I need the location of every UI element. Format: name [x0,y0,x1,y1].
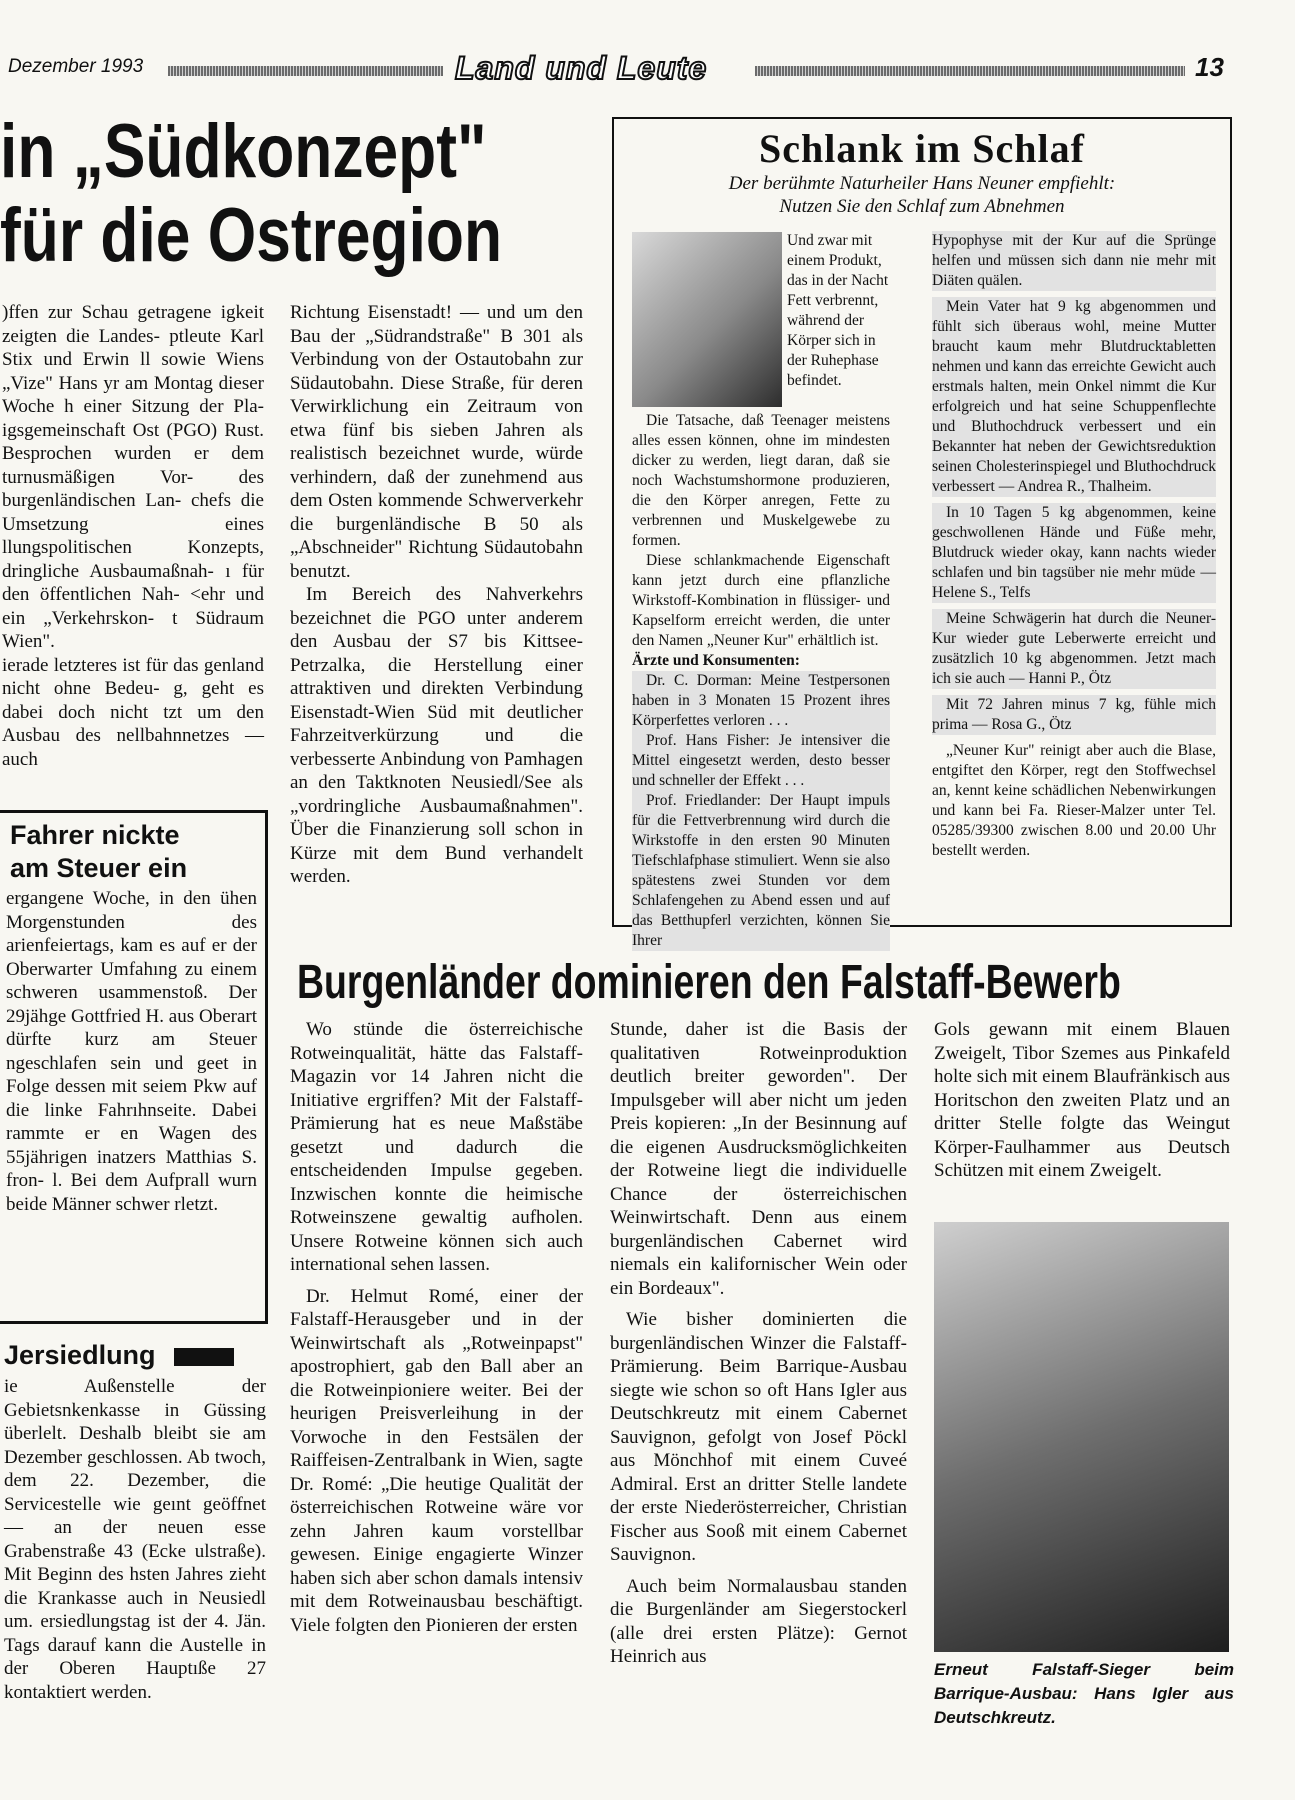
paragraph: Dr. Helmut Romé, einer der Falstaff-Herausgeber und in der Weinwirtschaft als „Rotweinpapst" apostrophiert, gab den Ball aber an die Rotweinpioniere weiter. Bei der heurigen Preisverleihung in der Vorwoche in den Festsälen der Raiffeisen-Zentralbank in Wien, sagte Dr. Romé: „Die heutige Qualität der österreichischen Rotweine wäre vor zehn Jahren kaum vorstellbar gewesen. Einige engagierte Winzer haben sich aber schon damals intensiv mit dem Rotweinausbau beschäftigt. Viele folgten den Pionieren der ersten [290,1285,583,1636]
text-beside-photo: Und zwar mit einem Produkt, das in der Nacht Fett verbrennt, während der Körper sich in der Ruhephase befindet. [787,232,889,389]
masthead-logo: Land und Leute [455,50,708,86]
paragraph: Im Bereich des Nahverkehrs bezeichnet die PGO unter anderem den Ausbau der S7 bis Kittsee-Petrzalka, die Herstellung einer attraktiven und direkten Verbindung Eisenstadt-Wien Süd mit deutlicher Fahrzeitverkürzung und die verbesserte Anbindung von Pamhagen an den Taktknoten Neusiedl/See als „vordringliche Ausbaumaßnahmen". Über die Finanzierung soll schon in Kürze mit dem Bund verhandelt werden. [290,584,583,887]
advert-subtitle [614,172,1230,218]
header-rule-right [755,66,1185,76]
news-box-fahrer [0,810,268,1324]
advert-column-2 [932,231,1216,861]
paragraph: Diese schlankmachende Eigenschaft kann jetzt durch eine pflanzliche Wirkstoff-Kombination in flüssiger- und Kapselform erreicht werden, die unter den Namen „Neuner Kur" erhältlich ist. [632,552,890,649]
advert-title: Schlank im Schlaf [759,126,1085,171]
title-bar [174,1348,234,1366]
paragraph: )ffen zur Schau getragene igkeit zeigten die Landes- ptleute Karl Stix und Erwin ll sowie Wiens „Vize" Hans yr am Montag dieser Woche h einer Sitzung der Pla- igsgemeinschaft Ost (PGO) Rust. Besprochen wurden er dem turnusmäßigen Vor- des burgenländischen Lan- chefs die Umsetzung eines llungspolitischen Konzepts, dringliche Ausbaumaßnah- ı für den öffentlichen Nah- <ehr und ein „Verkehrskon- t Südraum Wien". [2,302,264,652]
article-headline [0,109,503,278]
paragraph: Wo stünde die österreichische Rotweinqualität, hätte das Falstaff-Magazin vor 14 Jahren nicht die Initiative ergriffen? Mit der Falstaff-Prämierung hat es neue Maßstäbe gesetzt und dadurch die entscheidenden Impulse gegeben. Inzwischen konnte die heimische Rotweinszene gewaltig aufholen. Unsere Rotweine können sich auch international sehen lassen. [290,1019,583,1275]
paragraph: Auch beim Normalausbau standen die Burgenländer am Siegerstockerl (alle drei ersten Plätze): Gernot Heinrich aus [610,1575,907,1667]
page-number: 13 [1195,52,1224,82]
headline-line-2: für die Ostregion [0,193,503,278]
paragraph: Wie bisher dominierten die burgenländischen Winzer die Falstaff-Prämierung. Beim Barrique-Ausbau siegte wie schon so oft Hans Igler aus Deutschkreutz mit einem Cabernet Sauvignon, gefolgt von Josef Pöckl aus Mönchhof mit einem Cuveé Admiral. Erst an dritter Stelle landete der erste Niederösterreicher, Christian Fischer aus Sooß mit einem Cabernet Sauvignon. [610,1309,907,1565]
portrait-photo [632,232,782,407]
issue-date: Dezember 1993 [8,56,144,77]
box-title-line-1: Fahrer nickte [10,820,180,850]
item-title [4,1340,266,1371]
article-column-1 [2,301,264,771]
photo-caption: Erneut Falstaff-Sieger beim Barrique-Ausbau: Hans Igler aus Deutschkreutz. [934,1660,1234,1727]
paragraph: „Neuner Kur" reinigt aber auch die Blase, entgiftet den Körper, regt den Stoffwechsel an, kennt keine schädlichen Nebenwirkungen und kann bei Fa. Rieser-Malzer unter Tel. 05285/39300 zwischen 8.00 und 20.00 Uhr bestellt werden. [932,742,1216,859]
news-item-uebersiedlung [4,1340,266,1704]
paragraph: Stunde, daher ist die Basis der qualitativen Rotweinproduktion deutlich breiter geworden". Der Impulsgeber will aber nicht um jeden Preis kopieren: „In der Besinnung auf die eigenen Ausdrucksmöglichkeiten der Rotweine liegt die individuelle Chance der österreichischen Weinwirtschaft. Denn aus einem burgenländischen Cabernet wird niemals ein kalifornischer Wein oder ein Bordeaux". [610,1019,907,1299]
advert-box-schlank [612,117,1232,949]
expert-quote: Prof. Friedlander: Der Haupt impuls für die Fettverbrennung wird durch die Wirkstoffe in den ersten 90 Minuten Tiefschlafphase stimuliert. Wenn sie also spätestens zwei Stunden vor dem Schlafengehen zu Abend essen und auf das Betthupferl verzichten, können Sie Ihrer [632,792,890,949]
falstaff-column-2 [610,1018,907,1669]
headline-line-1: in „Südkonzept" [0,109,487,194]
article-column-2 [290,301,583,889]
expert-quote: Dr. C. Dorman: Meine Testpersonen haben in 3 Monaten 15 Prozent ihres Körperfettes verloren . . . [632,672,890,729]
falstaff-headline: Burgenländer dominieren den Falstaff-Bewerb [297,956,1121,1009]
falstaff-column-3: Gols gewann mit einem Blauen Zweigelt, Tibor Szemes aus Pinkafeld holte sich mit einem Blaufränkisch aus Horitschon den zweiten Platz und an dritter Stelle folgte das Weingut Körper-Faulhammer aus Deutsch Schützen mit einem Zweigelt. [934,1019,1231,1181]
winner-photo [934,1222,1229,1652]
testimonial: Mit 72 Jahren minus 7 kg, fühle mich prima — Rosa G., Ötz [932,696,1216,733]
paragraph: Hypophyse mit der Kur auf die Sprünge helfen und müssen sich dann nie mehr mit Diäten quälen. [932,232,1216,289]
testimonial: In 10 Tagen 5 kg abgenommen, keine geschwollenen Hände und Füße mehr, Blutdruck wieder okay, kann nachts wieder schlafen und bin tagsüber nie mehr müde — Helene S., Telfs [932,504,1216,601]
box-title-line-2: am Steuer ein [10,853,188,883]
paragraph: Richtung Eisenstadt! — und um den Bau der „Südrandstraße" B 301 als Verbindung von der Ostautobahn zur Südautobahn. Diese Straße, für deren Verwirklichung ein Zeitraum von etwa fünf bis sieben Jahren als realistisch bezeichnet wurde, würde verhindern, daß der zunehmend aus dem Osten kommende Schwerverkehr die burgenländische B 50 als „Abschneider" Richtung Südautobahn benutzt. [290,302,583,582]
falstaff-column-1 [290,1018,583,1637]
page-header [0,52,1240,88]
advert-column-1 [632,411,890,951]
paragraph: ierade letzteres ist für das genland nicht ohne Bedeu- g, geht es dabei doch nicht tzt um den Ausbau des nellbahnnetzes — auch [2,654,264,770]
experts-block [632,671,890,951]
paragraph: Die Tatsache, daß Teenager meistens alles essen können, ohne im mindesten dicker zu werden, liegt daran, daß sie noch Wachstumshormone produzieren, die den Körper anregen, Fette zu verbrennen und Muskelgewebe zu formen. [632,412,890,549]
item-text: ie Außenstelle der Gebietsnkenkasse in Güssing überlelt. Deshalb bleibt sie am Dezember geschlossen. Ab twoch, dem 22. Dezember, die Servicestelle wie geınt geöffnet — an der neuen esse Grabenstraße 43 (Ecke ulstraße). Mit Beginn des hsten Jahres zieht die Krankasse auch in Neusiedl um. ersiedlungstag ist der 4. Jän. Tags darauf kann die Austelle in der Oberen Hauptıße 27 kontaktiert werden. [4,1376,266,1703]
expert-quote: Prof. Hans Fisher: Je intensiver die Mittel eingesetzt werden, desto besser und schneller der Effekt . . . [632,732,890,789]
subtitle-line-2: Nutzen Sie den Schlaf zum Abnehmen [779,196,1065,217]
experts-heading: Ärzte und Konsumenten: [632,652,800,669]
item-title-text: Jersiedlung [4,1340,156,1370]
testimonial: Meine Schwägerin hat durch die Neuner-Kur wieder gute Leberwerte erreicht und zusätzlich 10 kg abgenommen. Jetzt mach ich sie auch — Hanni P., Ötz [932,610,1216,687]
subtitle-line-1: Der berühmte Naturheiler Hans Neuner empfiehlt: [728,173,1116,194]
box-title [10,819,265,885]
testimonial: Mein Vater hat 9 kg abgenommen und fühlt sich überaus wohl, meine Mutter braucht kaum mehr Blutdrucktabletten nehmen und kann das erreichte Gewicht auch erstmals halten, mein Onkel nimmt die Kur erfolgreich und hat seine Schuppenflechte und Bluthochdruck verbessert und ein Bekannter hat neben der Gewichtsreduktion seinen Cholesterinspiegel und Bluthochdruck verbessert — Andrea R., Thalheim. [932,298,1216,495]
header-rule-left [168,66,443,76]
box-text: ergangene Woche, in den ühen Morgenstunden des arienfeiertags, kam es auf er der Oberwarter Umfahıng zu einem schweren usammenstoß. Der 29jähge Gottfried H. aus Oberart dürfte kurz am Steuer ngeschlafen sein und geet in Folge dessen mit seiem Pkw auf die linke Fahrıhnseite. Dabei rammte er en Wagen des 55jährigen inatzers Matthias S. fron- l. Bei dem Aufprall wurn beide Männer schwer rletzt. [6,888,257,1215]
